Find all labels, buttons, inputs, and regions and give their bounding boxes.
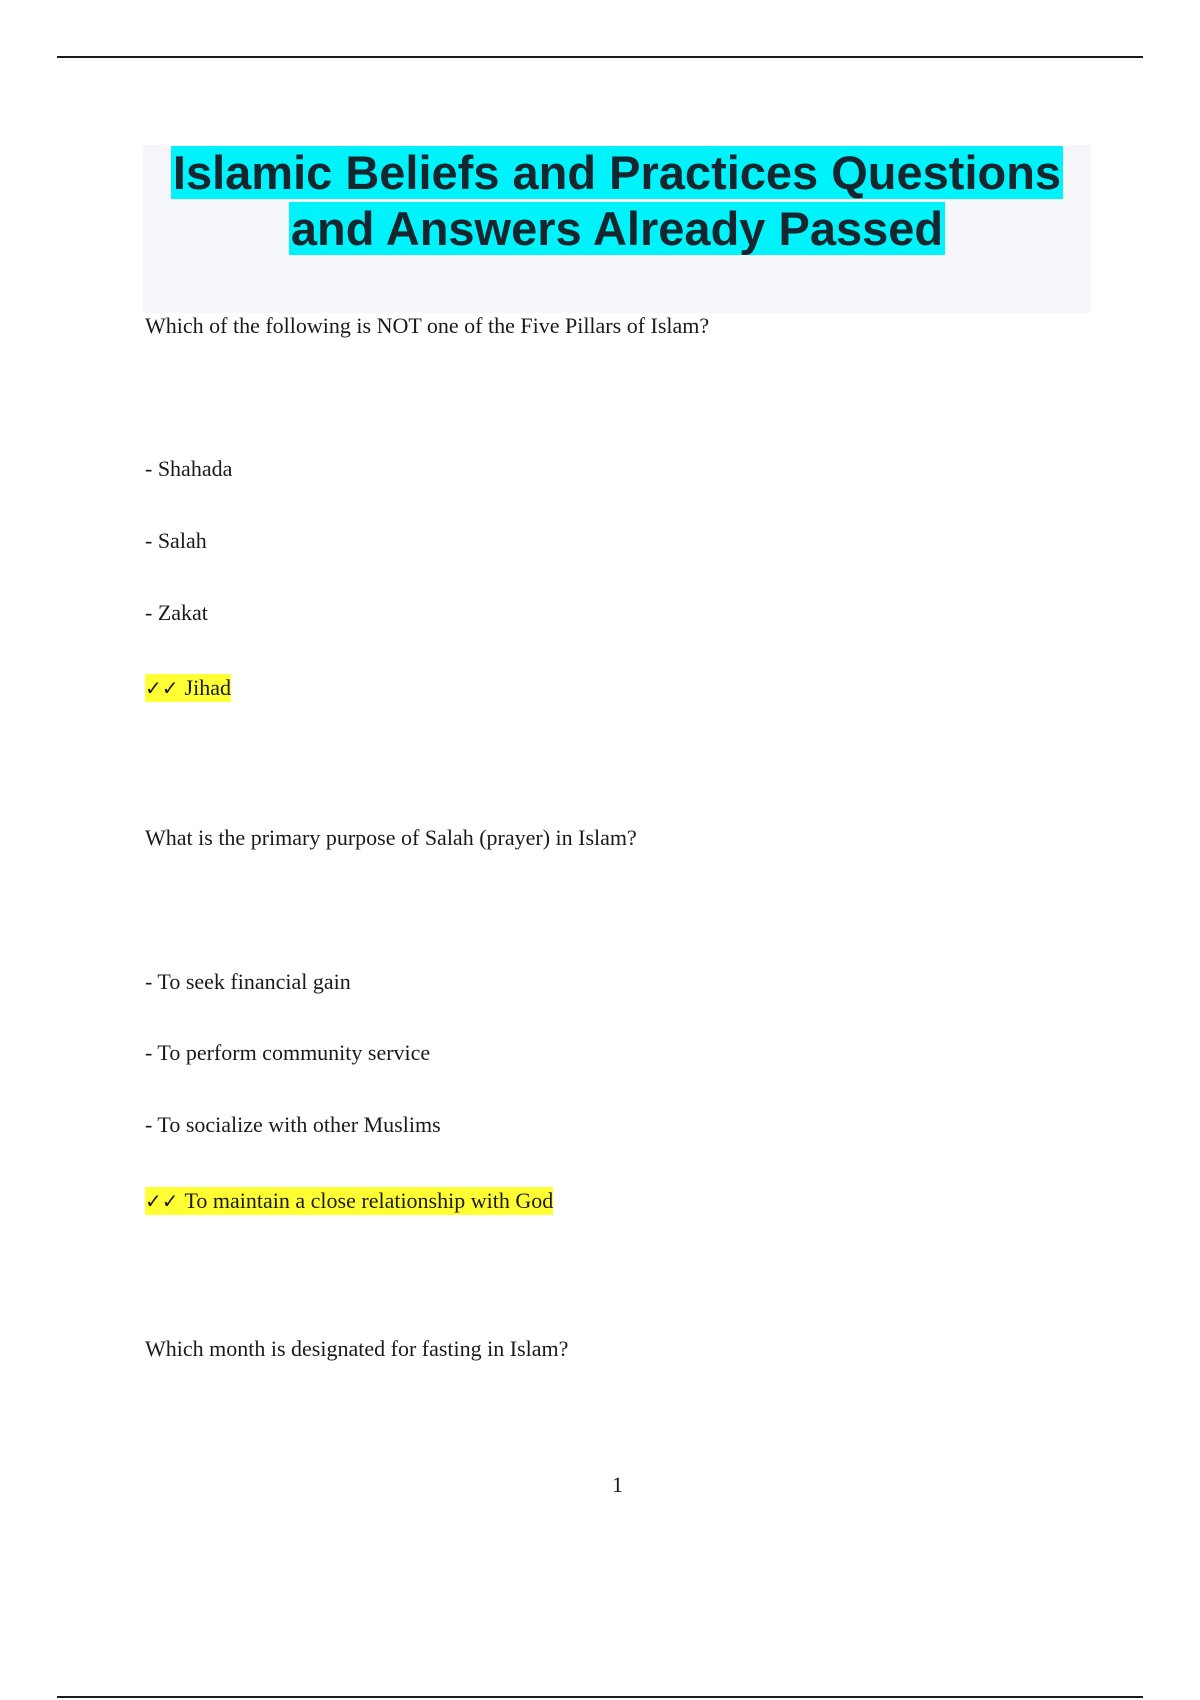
question-2-answer <box>145 1188 553 1214</box>
question-1-answer <box>145 675 231 701</box>
question-1-option-2: - Salah <box>145 528 207 553</box>
question-2-option-1: - To seek financial gain <box>145 969 351 994</box>
answer-highlight <box>145 674 231 702</box>
question-2-answer-text: To maintain a close relationship with God <box>184 1188 554 1213</box>
header-rule <box>57 56 1143 58</box>
question-1-option-1: - Shahada <box>145 456 233 481</box>
double-check-icon: ✓✓ <box>145 1189 179 1213</box>
footer-rule <box>57 1696 1143 1698</box>
question-1-answer-text: Jihad <box>184 675 231 700</box>
question-3: Which month is designated for fasting in Islam? <box>145 1336 569 1361</box>
question-1-option-3: - Zakat <box>145 600 208 625</box>
document-title <box>143 145 1091 257</box>
question-2: What is the primary purpose of Salah (prayer) in Islam? <box>145 825 637 850</box>
question-1: Which of the following is NOT one of the Five Pillars of Islam? <box>145 313 710 338</box>
page-number: 1 <box>612 1472 623 1497</box>
document-title-text: Islamic Beliefs and Practices Questions and Answers Already Passed <box>172 146 1062 255</box>
double-check-icon: ✓✓ <box>145 676 179 700</box>
question-2-option-3: - To socialize with other Muslims <box>145 1112 441 1137</box>
answer-highlight <box>145 1187 553 1215</box>
question-2-option-2: - To perform community service <box>145 1040 431 1065</box>
